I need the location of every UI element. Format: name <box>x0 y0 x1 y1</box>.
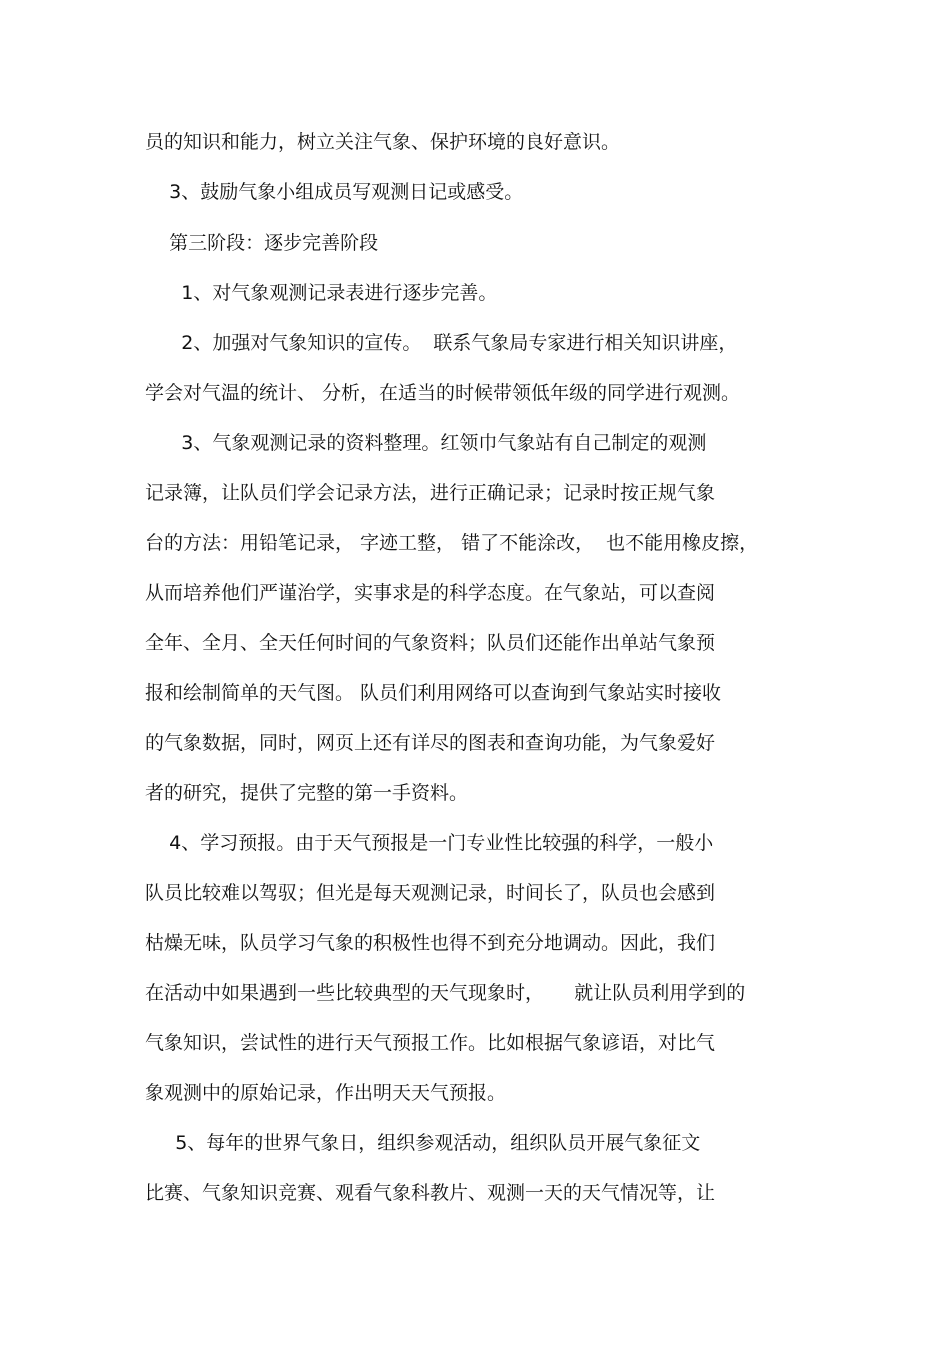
text-line: 从而培养他们严谨治学，实事求是的科学态度。在气象站，可以查阅 <box>145 582 716 604</box>
text-line: 在活动中如果遇到一些比较典型的天气现象时， 就让队员利用学到的 <box>145 982 746 1004</box>
text-line: 台的方法：用铅笔记录， 字迹工整， 错了不能涂改， 也不能用橡皮擦， <box>145 532 759 554</box>
text-line: 的气象数据，同时，网页上还有详尽的图表和查询功能，为气象爱好 <box>145 732 716 754</box>
text-line: 报和绘制简单的天气图。 队员们利用网络可以查询到气象站实时接收 <box>145 682 722 704</box>
text-line: 1、对气象观测记录表进行逐步完善。 <box>145 282 498 304</box>
text-line: 4、学习预报。由于天气预报是一门专业性比较强的科学，一般小 <box>145 832 714 854</box>
text-line: 比赛、气象知识竞赛、观看气象科教片、观测一天的天气情况等，让 <box>145 1182 716 1204</box>
text-line: 5、每年的世界气象日，组织参观活动，组织队员开展气象征文 <box>145 1132 701 1154</box>
text-line: 者的研究，提供了完整的第一手资料。 <box>145 782 469 804</box>
text-line: 员的知识和能力，树立关注气象、保护环境的良好意识。 <box>145 131 621 153</box>
text-line: 枯燥无味，队员学习气象的积极性也得不到充分地调动。因此，我们 <box>145 932 716 954</box>
text-line: 气象知识，尝试性的进行天气预报工作。比如根据气象谚语，对比气 <box>145 1032 716 1054</box>
text-line: 象观测中的原始记录，作出明天天气预报。 <box>145 1082 507 1104</box>
text-line: 记录簿，让队员们学会记录方法，进行正确记录；记录时按正规气象 <box>145 482 716 504</box>
text-line: 3、气象观测记录的资料整理。红领巾气象站有自己制定的观测 <box>145 432 707 454</box>
section-heading: 第三阶段：逐步完善阶段 <box>145 232 379 254</box>
text-line: 2、加强对气象知识的宣传。 联系气象局专家进行相关知识讲座， <box>145 332 738 354</box>
text-line: 队员比较难以驾驭；但光是每天观测记录，时间长了，队员也会感到 <box>145 882 716 904</box>
text-line: 全年、全月、全天任何时间的气象资料；队员们还能作出单站气象预 <box>145 632 716 654</box>
text-line: 学会对气温的统计、 分析，在适当的时候带领低年级的同学进行观测。 <box>145 382 741 404</box>
text-line: 3、鼓励气象小组成员写观测日记或感受。 <box>145 181 524 203</box>
